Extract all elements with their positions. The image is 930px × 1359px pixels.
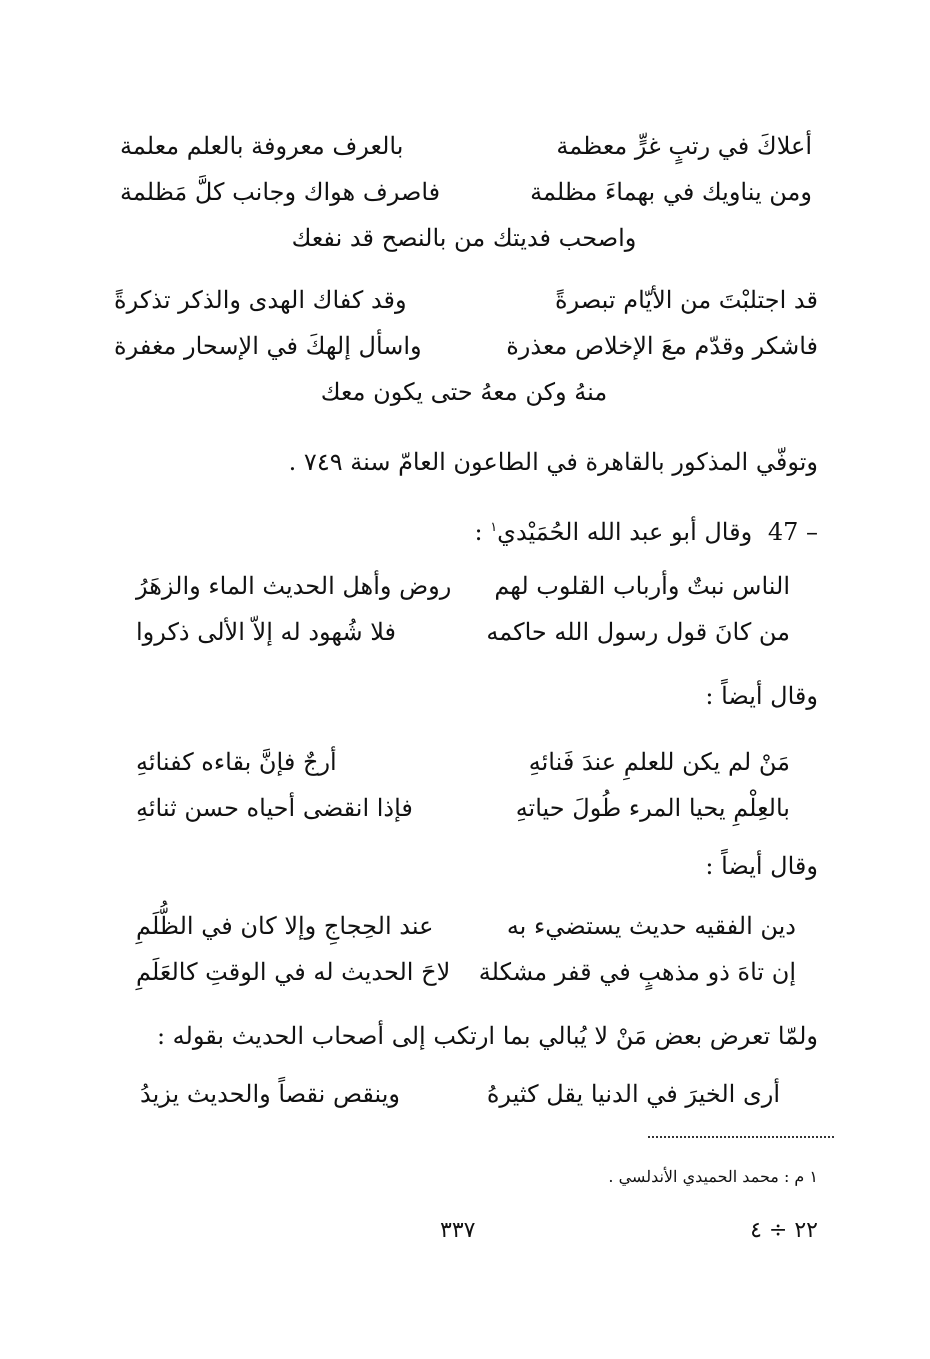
hemistich-second: وينقص نقصاً والحديث يزيدُ [140, 1080, 400, 1108]
verse-line [136, 612, 790, 652]
verse-line [136, 566, 790, 606]
verse-tail: منهُ وكن معهُ حتى يكون معك [320, 378, 608, 406]
hemistich-second: بالعرف معروفة بالعلم معلمة [120, 132, 404, 160]
hemistich-first: مَنْ لم يكن للعلمِ عندَ فَنائهِ [528, 748, 790, 776]
signature-mark: ٢٢ ÷ ٤ [750, 1218, 818, 1243]
hemistich-first: قد اجتلبْتَ من الأيّام تبصرةً [555, 286, 818, 314]
hemistich-first: إن تاهَ ذو مذهبٍ في قفر مشكلة [478, 958, 796, 986]
hemistich-second: عند الحِجاجِ وإلا كان في الظُّلَمِ [136, 912, 434, 940]
narration: ولمّا تعرض بعض مَنْ لا يُبالي بما ارتكب إلى أصحاب الحديث بقوله : [156, 1022, 818, 1050]
death-note: وتوفّي المذكور بالقاهرة في الطاعون العامّ سنة ٧٤٩ . [288, 448, 818, 476]
hemistich-second: روض وأهل الحديث الماء والزهَرُ [136, 572, 452, 600]
hemistich-first: الناس نبتٌ وأرباب القلوب لهم [494, 572, 790, 600]
verse-line [136, 788, 790, 828]
page-number: ٣٣٧ [440, 1218, 476, 1243]
verse-tail: واصحب فديتك من بالنصح قد نفعك [291, 224, 637, 252]
verse-line [136, 742, 790, 782]
hemistich-first: فاشكر وقدّم معَ الإخلاص معذرة [506, 332, 818, 360]
footnote-rule [648, 1136, 834, 1138]
hemistich-first: بالعِلْمِ يحيا المرء طُولَ حياتهِ [515, 794, 790, 822]
also-said: وقال أيضاً : [705, 852, 818, 880]
hemistich-second: أرجٌ فإنَّ بقاءه كفنائهِ [136, 748, 337, 776]
verse-line [136, 952, 796, 992]
entry-colon: : [474, 518, 483, 546]
entry-text: وقال أبو عبد الله الحُمَيْدي [497, 518, 753, 546]
hemistich-first: أعلاكَ في رتبٍ غرٍّ معظمة [556, 132, 812, 160]
hemistich-first: من كانَ قول رسول الله حاكمه [486, 618, 790, 646]
hemistich-first: أرى الخيرَ في الدنيا يقل كثيرهُ [486, 1080, 780, 1108]
verse-line [140, 1074, 780, 1114]
verse-line [114, 326, 818, 366]
also-said: وقال أيضاً : [705, 682, 818, 710]
hemistich-second: فاصرف هواك وجانب كلَّ مَظلمة [120, 178, 441, 206]
hemistich-second: واسأل إلهكَ في الإسحار مغفرة [114, 332, 422, 360]
hemistich-second: وقد كفاك الهدى والذكر تذكرةً [114, 286, 407, 314]
verse-line [136, 906, 796, 946]
entry-number: 47 – [767, 518, 818, 546]
hemistich-second: لاحَ الحديث له في الوقتِ كالعَلَمِ [136, 958, 451, 986]
verse-line [114, 280, 818, 320]
footnote-ref: ١ [490, 520, 498, 535]
hemistich-first: دين الفقيه حديث يستضيء به [506, 912, 796, 940]
hemistich-first: ومن يناويك في بهماءَ مظلمة [530, 178, 812, 206]
hemistich-second: فلا شُهود له إلاّ الألى ذكروا [136, 618, 397, 646]
entry-heading [474, 508, 818, 552]
verse-line [120, 126, 812, 166]
verse-line [120, 172, 812, 212]
footnote: ١ م : محمد الحميدي الأندلسي . [608, 1167, 818, 1186]
hemistich-second: فإذا انقضى أحياه حسن ثنائهِ [136, 794, 413, 822]
